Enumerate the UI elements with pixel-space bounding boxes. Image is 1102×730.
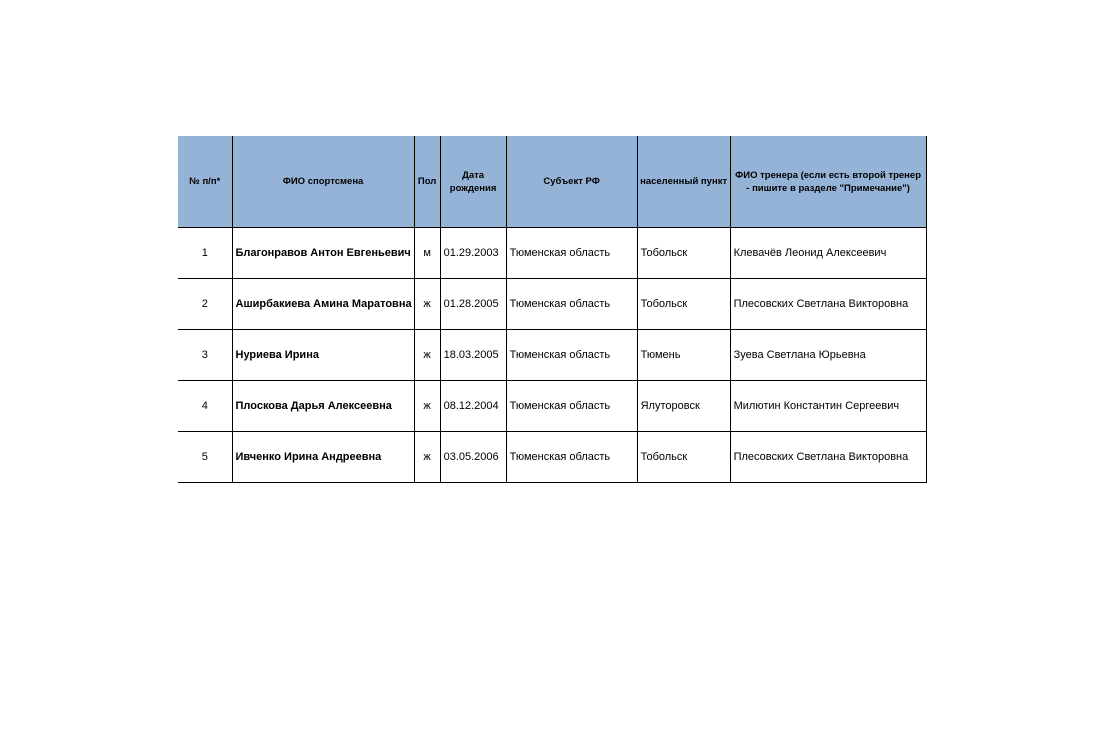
cell-city: Тобольск [637,228,730,279]
table-row [178,381,926,432]
cell-coach: Плесовских Светлана Викторовна [730,279,926,330]
cell-num: 3 [178,330,232,381]
cell-coach: Клевачёв Леонид Алексеевич [730,228,926,279]
cell-name: Аширбакиева Амина Маратовна [232,279,414,330]
header-dob: Дата рождения [440,136,506,228]
table-row [178,432,926,483]
table-row [178,330,926,381]
athletes-table [178,136,927,483]
cell-sex: м [414,228,440,279]
cell-city: Тобольск [637,432,730,483]
cell-dob: 18.03.2005 [440,330,506,381]
cell-num: 5 [178,432,232,483]
cell-num: 2 [178,279,232,330]
cell-sex: ж [414,330,440,381]
table-row [178,279,926,330]
cell-coach: Зуева Светлана Юрьевна [730,330,926,381]
cell-coach: Плесовских Светлана Викторовна [730,432,926,483]
cell-sex: ж [414,432,440,483]
header-coach: ФИО тренера (если есть второй тренер - пишите в разделе "Примечание") [730,136,926,228]
cell-sex: ж [414,279,440,330]
cell-city: Ялуторовск [637,381,730,432]
cell-dob: 08.12.2004 [440,381,506,432]
cell-coach: Милютин Константин Сергеевич [730,381,926,432]
cell-num: 4 [178,381,232,432]
header-name: ФИО спортсмена [232,136,414,228]
header-sex: Пол [414,136,440,228]
header-num: № п/п* [178,136,232,228]
table-row [178,228,926,279]
cell-name: Плоскова Дарья Алексеевна [232,381,414,432]
cell-city: Тюмень [637,330,730,381]
cell-dob: 03.05.2006 [440,432,506,483]
cell-city: Тобольск [637,279,730,330]
header-region: Субъект РФ [506,136,637,228]
header-row [178,136,926,228]
cell-name: Нуриева Ирина [232,330,414,381]
cell-region: Тюменская область [506,279,637,330]
cell-num: 1 [178,228,232,279]
cell-dob: 01.28.2005 [440,279,506,330]
cell-region: Тюменская область [506,432,637,483]
header-city: населенный пункт [637,136,730,228]
cell-region: Тюменская область [506,381,637,432]
cell-region: Тюменская область [506,228,637,279]
cell-dob: 01.29.2003 [440,228,506,279]
cell-region: Тюменская область [506,330,637,381]
cell-name: Ивченко Ирина Андреевна [232,432,414,483]
cell-sex: ж [414,381,440,432]
athletes-sheet [178,136,927,483]
cell-name: Благонравов Антон Евгеньевич [232,228,414,279]
